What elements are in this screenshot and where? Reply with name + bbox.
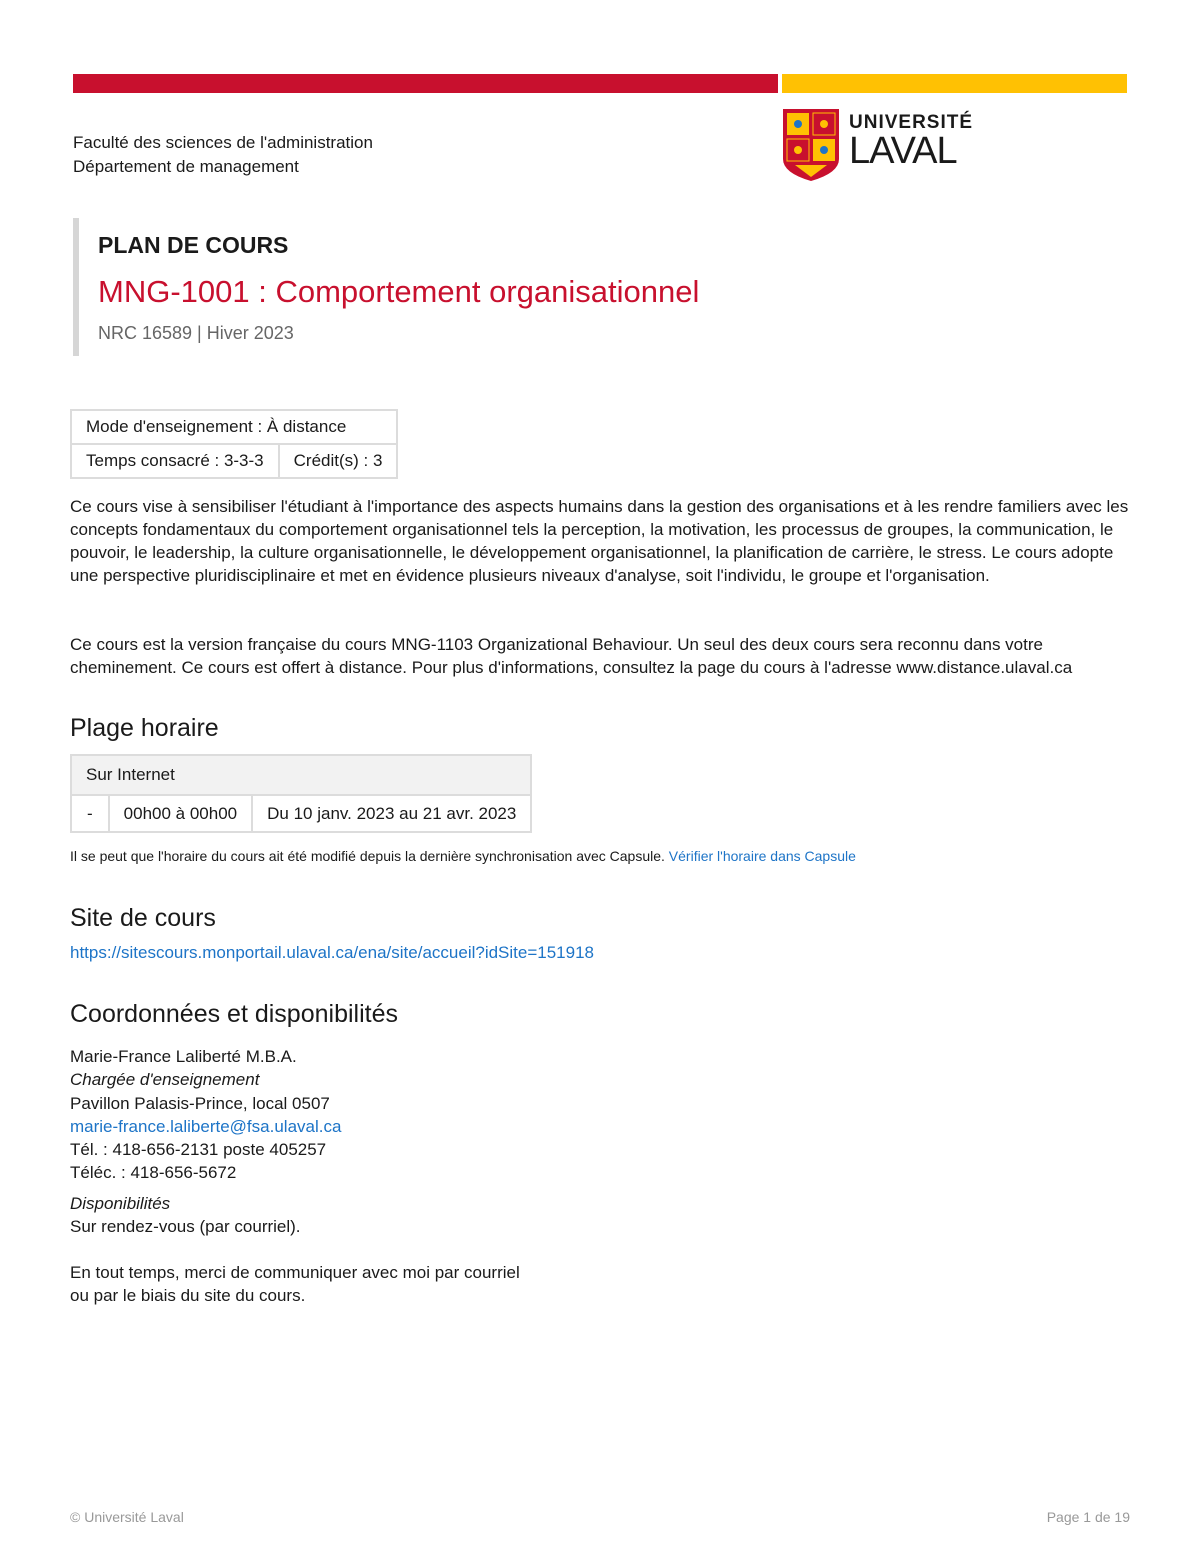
availability-block	[70, 1192, 301, 1238]
schedule-table-header: Sur Internet	[71, 755, 531, 795]
schedule-table	[70, 754, 532, 833]
instructor-role: Chargée d'enseignement	[70, 1070, 260, 1090]
availability-value: Sur rendez-vous (par courriel).	[70, 1217, 301, 1236]
faculty-block	[73, 131, 373, 179]
plan-heading: PLAN DE COURS	[98, 232, 289, 258]
instructor-phone: Tél. : 418-656-2131 poste 405257	[70, 1140, 327, 1160]
header-red-bar	[73, 74, 778, 93]
footer-copyright: © Université Laval	[70, 1509, 184, 1525]
schedule-dates: Du 10 janv. 2023 au 21 avr. 2023	[252, 795, 531, 832]
header-gold-bar	[782, 74, 1127, 93]
faculty-name: Faculté des sciences de l'administration	[73, 133, 373, 152]
shield-icon	[781, 107, 841, 183]
table-row	[71, 795, 531, 832]
instructor-fax: Téléc. : 418-656-5672	[70, 1163, 237, 1183]
logo-top-text: UNIVERSITÉ	[849, 112, 974, 133]
contact-block	[70, 1045, 341, 1185]
availability-label: Disponibilités	[70, 1194, 171, 1213]
contact-note-line-2: ou par le biais du site du cours.	[70, 1286, 306, 1305]
course-title-block	[73, 218, 773, 356]
instructor-name: Marie-France Laliberté M.B.A.	[70, 1047, 297, 1066]
schedule-note-text: Il se peut que l'horaire du cours ait été modifié depuis la dernière synchronisation avec Capsule.	[70, 848, 665, 864]
schedule-day: -	[71, 795, 109, 832]
contact-note	[70, 1261, 520, 1307]
logo-bottom-text: LAVAL	[849, 130, 957, 172]
credits: Crédit(s) : 3	[279, 444, 398, 478]
contact-note-line-1: En tout temps, merci de communiquer avec moi par courriel	[70, 1263, 520, 1282]
site-url-block	[70, 941, 594, 964]
contact-heading: Coordonnées et disponibilités	[70, 1000, 398, 1028]
course-title: MNG-1001 : Comportement organisationnel	[98, 274, 700, 309]
instructor-office: Pavillon Palasis-Prince, local 0507	[70, 1093, 330, 1113]
site-heading: Site de cours	[70, 904, 216, 932]
description-paragraph-2: Ce cours est la version française du cours MNG-1103 Organizational Behaviour. Un seul des deux cours sera reconnu dans votre cheminement. Ce cours est offert à distance. Pour plus d'informations, consultez la page du cours à l'adresse www.distance.ulaval.ca	[70, 635, 1073, 677]
description-paragraph-1: Ce cours vise à sensibiliser l'étudiant à l'importance des aspects humains dans la gestion des organisations et à les rendre familiers avec les concepts fondamentaux du comportement organisationnel tels la perception, la motivation, les processus de groupes, la communication, le pouvoir, le leadership, la culture organisationnelle, le développement organisationnel, la planification de carrière, le stress. Le cours adopte une perspective pluridisciplinaire et met en évidence plusieurs niveaux d'analyse, soit l'individu, le groupe et l'organisation.	[70, 497, 1129, 585]
schedule-heading: Plage horaire	[70, 714, 219, 742]
course-info-table	[70, 409, 398, 479]
teaching-mode: Mode d'enseignement : À distance	[71, 410, 397, 444]
instructor-email-link[interactable]: marie-france.laliberte@fsa.ulaval.ca	[70, 1116, 342, 1136]
course-nrc: NRC 16589 | Hiver 2023	[98, 323, 294, 343]
time-allocation: Temps consacré : 3-3-3	[71, 444, 279, 478]
verify-schedule-link[interactable]: Vérifier l'horaire dans Capsule	[668, 848, 856, 864]
schedule-hours: 00h00 à 00h00	[109, 795, 252, 832]
course-site-link[interactable]: https://sitescours.monportail.ulaval.ca/ena/site/accueil?idSite=151918	[70, 943, 595, 962]
universite-laval-logo	[781, 107, 974, 185]
schedule-note	[70, 846, 856, 866]
department-name: Département de management	[73, 157, 299, 176]
footer-page-number: Page 1 de 19	[1046, 1509, 1130, 1525]
logo-wordmark	[849, 112, 974, 172]
